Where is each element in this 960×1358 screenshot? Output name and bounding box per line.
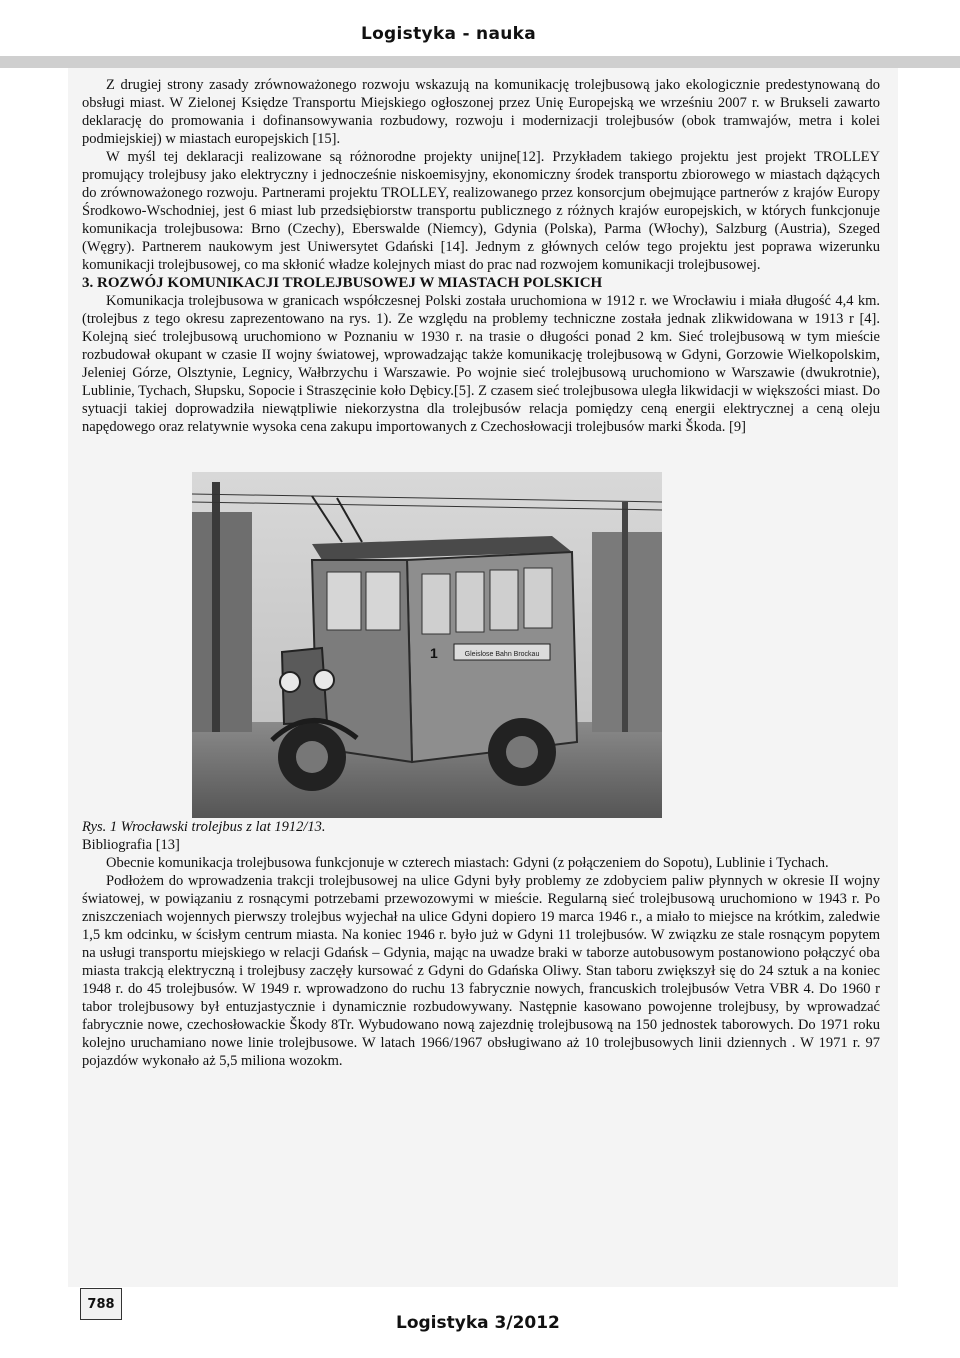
paragraph-history: Komunikacja trolejbusowa w granicach współczesnej Polski została uruchomiona w 1912 r. we Wrocławiu i miała długość 4,4 km. (trolejbus z tego okresu zaprezentowano na rys. 1). Ze względu na problemy techniczne została jednak zlikwidowana w 1913 r [4]. Kolejną sieć trolejbusową uruchomiono w Poznaniu w 1930 r. na trasie o długości ponad 2 km. Sieć trolejbusową w tym mieście rozbudował okupant w czasie II wojny światowej, wprowadzając także komunikację trolejbusową w Gdyni, Gorzowie Wielkopolskim, Jeleniej Górze, Olsztynie, Legnicy, Wałbrzychu i Warszawie. Po wojnie sieć trolejbusową uruchomiono w Warszawie (dwukrotnie), Lublinie, Tychach, Słupsku, Sopocie i Straszęcinie koło Dębicy.[5]. Z czasem sieć trolejbusowa uległa likwidacji w większości miast. Do sytuacji takiej doprowadziła niewątpliwie niekorzystna dla trolejbusów relacja pomiędzy ceną energii elektrycznej a ceną oleju napędowego oraz relatywnie wysoka cena zakupu importowanych z Czechosłowacji trolejbusów marki Škoda. [9] xyxy=(82,293,880,435)
trolleybus-photo xyxy=(192,472,662,818)
trolleybus-illustration xyxy=(192,472,662,818)
paragraph-current-cities: Obecnie komunikacja trolejbusowa funkcjonuje w czterech miastach: Gdyni (z połączeniem do Sopotu), Lublinie i Tychach. xyxy=(106,855,829,871)
figure-source: Bibliografia [13] xyxy=(82,837,180,853)
paragraph-green-paper: Z drugiej strony zasady zrównoważonego rozwoju wskazują na komunikację trolejbusową jako ekologicznie predestynowaną do obsługi miast. W Zielonej Księdze Transportu Miejskiego ogłoszonej przez Unię Europejską we wrześniu 2007 r. w Brukseli zawarto deklarację do promowania i dofinansowywania rozbudowy, rozwoju i modernizacji trolejbusów (obok tramwajów, metra i kolei podmiejskiej) w miastach europejskich [15]. xyxy=(82,77,880,147)
vehicle-number: 1 xyxy=(430,645,438,661)
journal-footer: Logistyka 3/2012 xyxy=(396,1313,560,1333)
page-number: 788 xyxy=(80,1288,122,1320)
header-rule xyxy=(0,56,960,68)
figure-caption: Rys. 1 Wrocławski trolejbus z lat 1912/13. xyxy=(82,819,326,835)
paragraph-trolley-project: W myśl tej deklaracji realizowane są różnorodne projekty unijne[12]. Przykładem takiego projektu jest projekt TROLLEY promujący trolejbusy jako elektryczny i jednocześnie niskoemisyjny, ekonomiczny środek transportu zbiorowego w miastach dążących do zrównoważonego rozwoju. Partnerami projektu TROLLEY, realizowanego przez konsorcjum obejmujące partnerów z krajów Europy Środkowo-Wschodniej, jest 6 miast lub przedsiębiorstw transportu publicznego z różnych krajów europejskich, w których funkcjonuje komunikacja trolejbusowa: Brno (Czechy), Eberswalde (Niemcy), Gdynia (Polska), Parma (Włochy), Salzburg (Austria), Szeged (Węgry). Partnerem naukowym jest Uniwersytet Gdański [14]. Jednym z głównych celów tego projektu jest poprawa wizerunku komunikacji trolejbusowej, co ma skłonić władze kolejnych miast do prac nad rozwojem komunikacji trolejbusowej. xyxy=(82,149,880,273)
article-body xyxy=(82,76,880,1070)
running-header-title: Logistyka - nauka xyxy=(360,24,536,44)
paragraph-gdynia: Podłożem do wprowadzenia trakcji trolejbusowej na ulice Gdyni były problemy ze zdobyciem paliw płynnych w okresie II wojny światowej, w powiązaniu z rosnącymi potrzebami przewozowymi w mieście. Regularną sieć trolejbusową uruchomiono w 1943 r. Po zniszczeniach wojennych pierwszy trolejbus wyjechał na ulice Gdyni dopiero 19 marca 1946 r., a miało to miejsce na krótkim, zaledwie 1,5 km odcinku, w ścisłym centrum miasta. Na koniec 1946 r. było już w Gdyni 11 trolejbusów. W związku ze stale rosnącym popytem na usługi transportu miejskiego w relacji Gdańsk – Gdynia, mając na uwadze braki w taborze autobusowym postanowiono połączyć oba miasta trakcją elektryczną i trolejbusy zaczęły kursować z Gdyni do Gdańska Oliwy. Stan taboru zwiększył się do 24 sztuk a na koniec 1948 r. do 45 trolejbusów. W 1949 r. wprowadzono do ruchu 13 fabrycznie nowych, francuskich trolejbusów Vetra VBR 4. Do 1960 r tabor trolejbusowy był entuzjastycznie i dynamicznie rozbudowywany. Następnie kasowano powojenne trolejbusy, by wprowadzać fabrycznie nowe, czechosłowackie Škody 8Tr. Wybudowano nową zajezdnię trolejbusową na 150 jednostek taborowych. Do 1971 roku kolejno uruchamiano nowe linie trolejbusowe. W latach 1966/1967 obsługiwano aż 10 trolejbusowych linii dziennych . W 1971 r. 97 pojazdów wykonało aż 5,5 miliona wozokm. xyxy=(82,873,880,1069)
destination-sign: Gleislose Bahn Brockau xyxy=(464,651,540,658)
section-heading: 3. ROZWÓJ KOMUNIKACJI TROLEJBUSOWEJ W MIASTACH POLSKICH xyxy=(82,275,603,291)
